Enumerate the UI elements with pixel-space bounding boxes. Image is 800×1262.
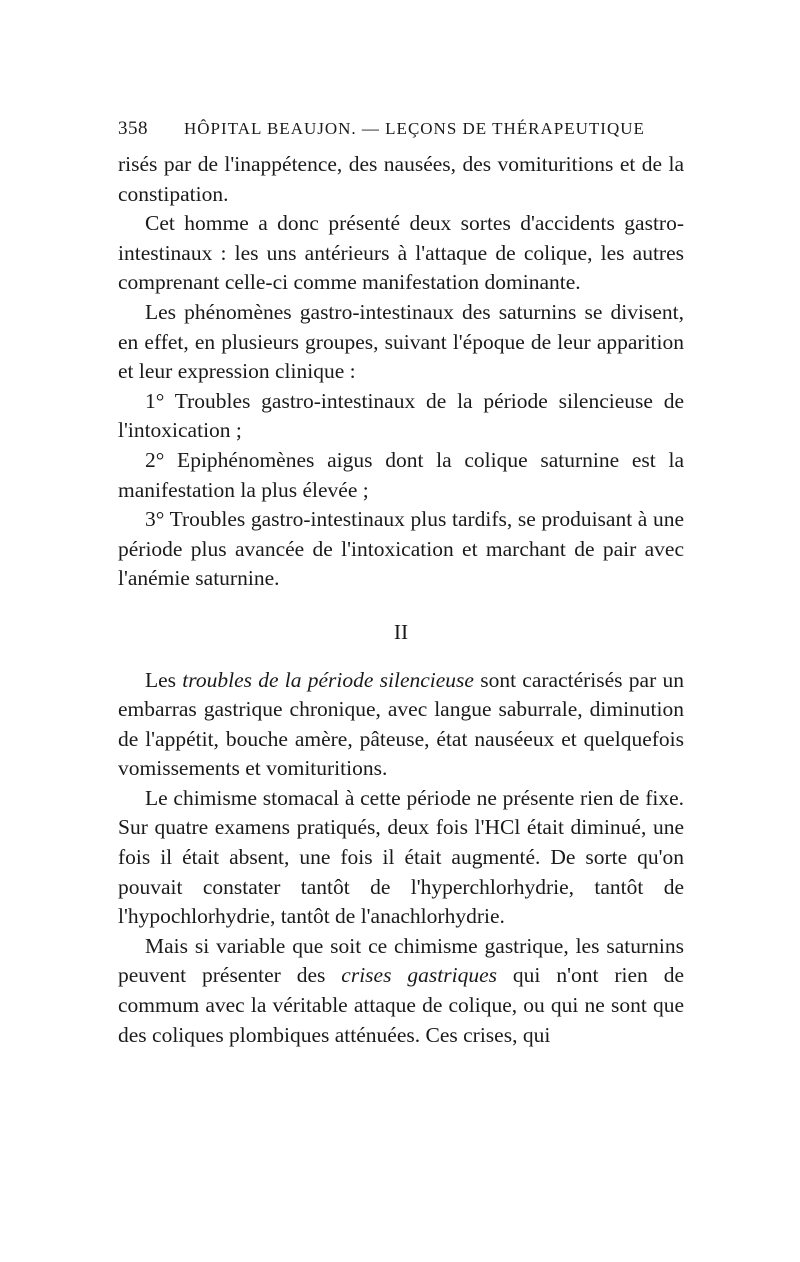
running-title: HÔPITAL BEAUJON. — LEÇONS DE THÉRAPEUTIQUE	[184, 119, 645, 138]
paragraph-text: qui n'ont rien de commum avec la véritable attaque de colique, ou qui ne sont que des coliques plombiques atténuées. Ces crises, qui	[118, 963, 684, 1047]
paragraph-continuation: risés par de l'inappétence, des nausées, des vomituritions et de la constipation.	[118, 152, 684, 206]
paragraph-text: Les	[145, 667, 183, 692]
italic-term: troubles de la période silencieuse	[182, 667, 474, 692]
list-item: 3° Troubles gastro-intestinaux plus tardifs, se produisant à une période plus avancée de l'intoxication et marchant de pair avec l'anémie saturnine.	[118, 507, 684, 591]
paragraph: Les phénomènes gastro-intestinaux des saturnins se divisent, en effet, en plusieurs groupes, suivant l'époque de leur apparition et leur expression clinique :	[118, 299, 684, 384]
italic-term: crises gastriques	[341, 963, 497, 988]
paragraph-text: sont caractérisés par un embarras gastrique chronique, avec langue saburrale, diminution de l'appétit, bouche amère, pâteuse, état nauséeux et quelquefois vomissements et vomituritions.	[118, 667, 684, 781]
list-item: 2° Epiphénomènes aigus dont la colique saturnine est la manifestation la plus élevée ;	[118, 447, 684, 502]
list-item: 1° Troubles gastro-intestinaux de la période silencieuse de l'intoxication ;	[118, 388, 684, 443]
body-text	[118, 150, 684, 1050]
paragraph	[118, 932, 684, 1050]
paragraph: Le chimisme stomacal à cette période ne présente rien de fixe. Sur quatre examens pratiqués, deux fois l'HCl était diminué, une fois il était absent, une fois il était augmenté. De sorte qu'on pouvait constater tantôt de l'hyperchlorhydrie, tantôt de l'hypochlorhydrie, tantôt de l'anachlorhydrie.	[118, 785, 684, 929]
running-head	[118, 118, 684, 140]
page-number: 358	[118, 118, 148, 139]
paragraph: Cet homme a donc présenté deux sortes d'accidents gastro-intestinaux : les uns antérieurs à l'attaque de colique, les autres comprenant celle-ci comme manifestation dominante.	[118, 211, 684, 295]
paragraph-text: Mais si variable que soit ce chimisme gastrique, les saturnins peuvent présenter des	[118, 933, 684, 988]
paragraph	[118, 666, 684, 784]
section-heading: II	[393, 619, 409, 644]
